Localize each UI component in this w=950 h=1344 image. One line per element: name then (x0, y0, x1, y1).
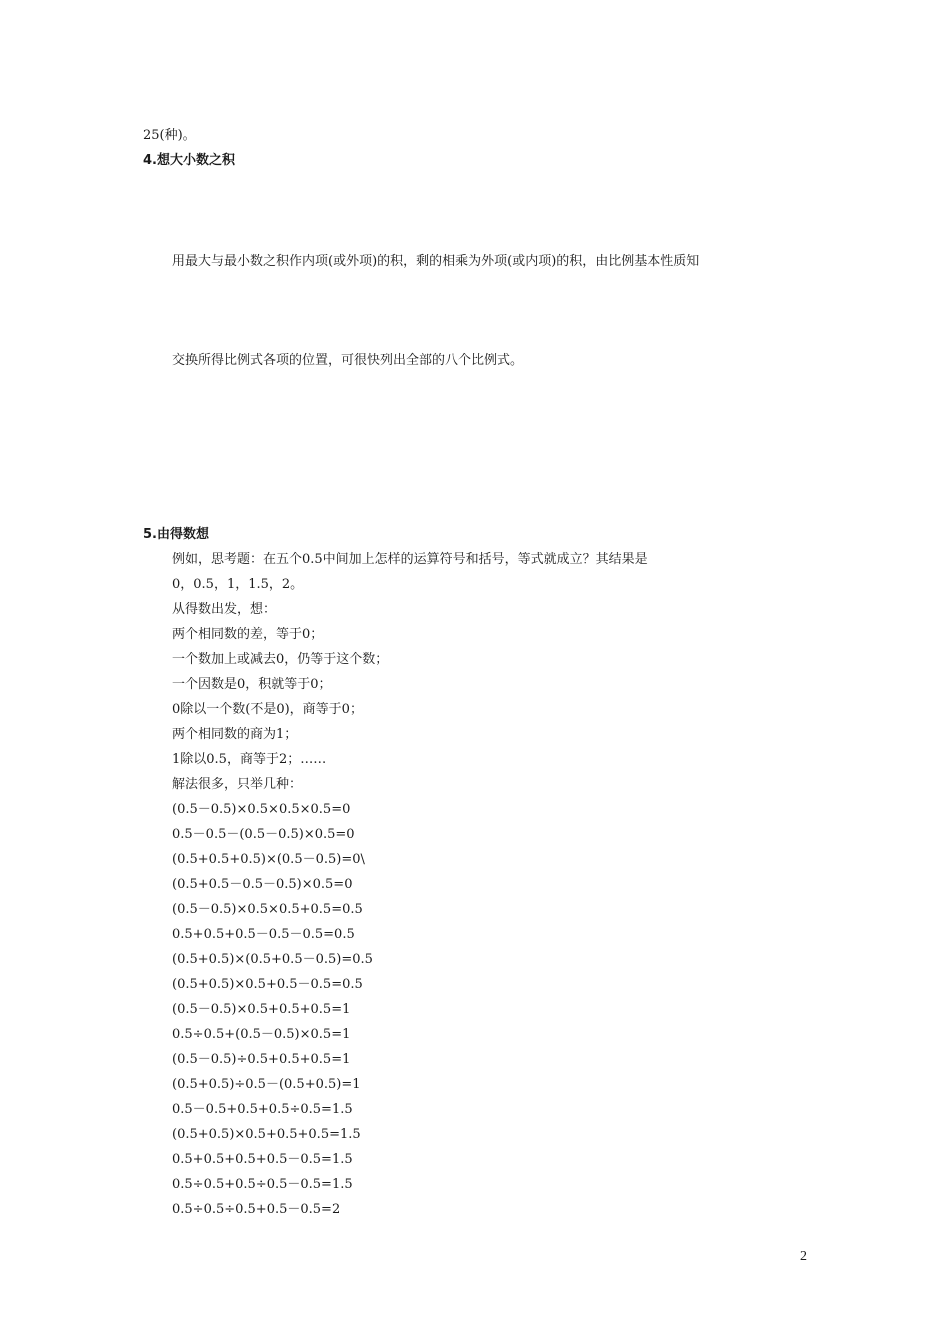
body-line: 两个相同数的商为1； (172, 727, 298, 742)
body-line: 从得数出发，想： (172, 602, 277, 617)
equation-line: (0.5+0.5+0.5)×(0.5－0.5)=0\ (172, 852, 365, 867)
equation-line: (0.5－0.5)×0.5×0.5+0.5=0.5 (172, 902, 363, 917)
body-line: 解法很多，只举几种： (172, 777, 303, 792)
paragraph-line-1: 用最大与最小数之积作内项(或外项)的积，剩的相乘为外项(或内项)的积，由比例基本性质知 (172, 254, 700, 269)
equation-line: (0.5+0.5)×(0.5+0.5－0.5)=0.5 (172, 952, 373, 967)
equation-line: 0.5－0.5－(0.5－0.5)×0.5=0 (172, 827, 355, 842)
equation-line: 0.5+0.5+0.5－0.5－0.5=0.5 (172, 927, 355, 942)
equation-line: 0.5－0.5+0.5+0.5÷0.5=1.5 (172, 1102, 353, 1117)
body-line: 一个因数是0，积就等于0； (172, 677, 332, 692)
carry-over-text: 25(种)。 (143, 128, 196, 143)
body-line: 1除以0.5，商等于2；…… (172, 752, 327, 767)
equation-line: (0.5－0.5)÷0.5+0.5+0.5=1 (172, 1052, 351, 1067)
heading-5: 5.由得数想 (143, 527, 209, 542)
equation-line: (0.5+0.5－0.5－0.5)×0.5=0 (172, 877, 353, 892)
equation-line: 0.5+0.5+0.5+0.5－0.5=1.5 (172, 1152, 353, 1167)
equation-line: 0.5÷0.5÷0.5+0.5－0.5=2 (172, 1202, 341, 1217)
equation-line: (0.5+0.5)×0.5+0.5－0.5=0.5 (172, 977, 363, 992)
body-line: 一个数加上或减去0，仍等于这个数； (172, 652, 389, 667)
body-line: 例如，思考题：在五个0.5中间加上怎样的运算符号和括号，等式就成立？其结果是 (172, 552, 648, 567)
body-line: 0，0.5，1，1.5，2。 (172, 577, 304, 592)
page-number: 2 (800, 1249, 807, 1264)
equation-line: (0.5+0.5)÷0.5－(0.5+0.5)=1 (172, 1077, 361, 1092)
equation-line: 0.5÷0.5+(0.5－0.5)×0.5=1 (172, 1027, 351, 1042)
equation-line: (0.5－0.5)×0.5×0.5×0.5=0 (172, 802, 351, 817)
heading-4: 4.想大小数之积 (143, 153, 235, 168)
equation-line: (0.5+0.5)×0.5+0.5+0.5=1.5 (172, 1127, 361, 1142)
body-line: 0除以一个数(不是0)，商等于0； (172, 702, 363, 717)
paragraph-line-2: 交换所得比例式各项的位置，可很快列出全部的八个比例式。 (172, 353, 524, 368)
equation-line: 0.5÷0.5+0.5÷0.5－0.5=1.5 (172, 1177, 353, 1192)
equation-line: (0.5－0.5)×0.5+0.5+0.5=1 (172, 1002, 351, 1017)
body-line: 两个相同数的差，等于0； (172, 627, 324, 642)
